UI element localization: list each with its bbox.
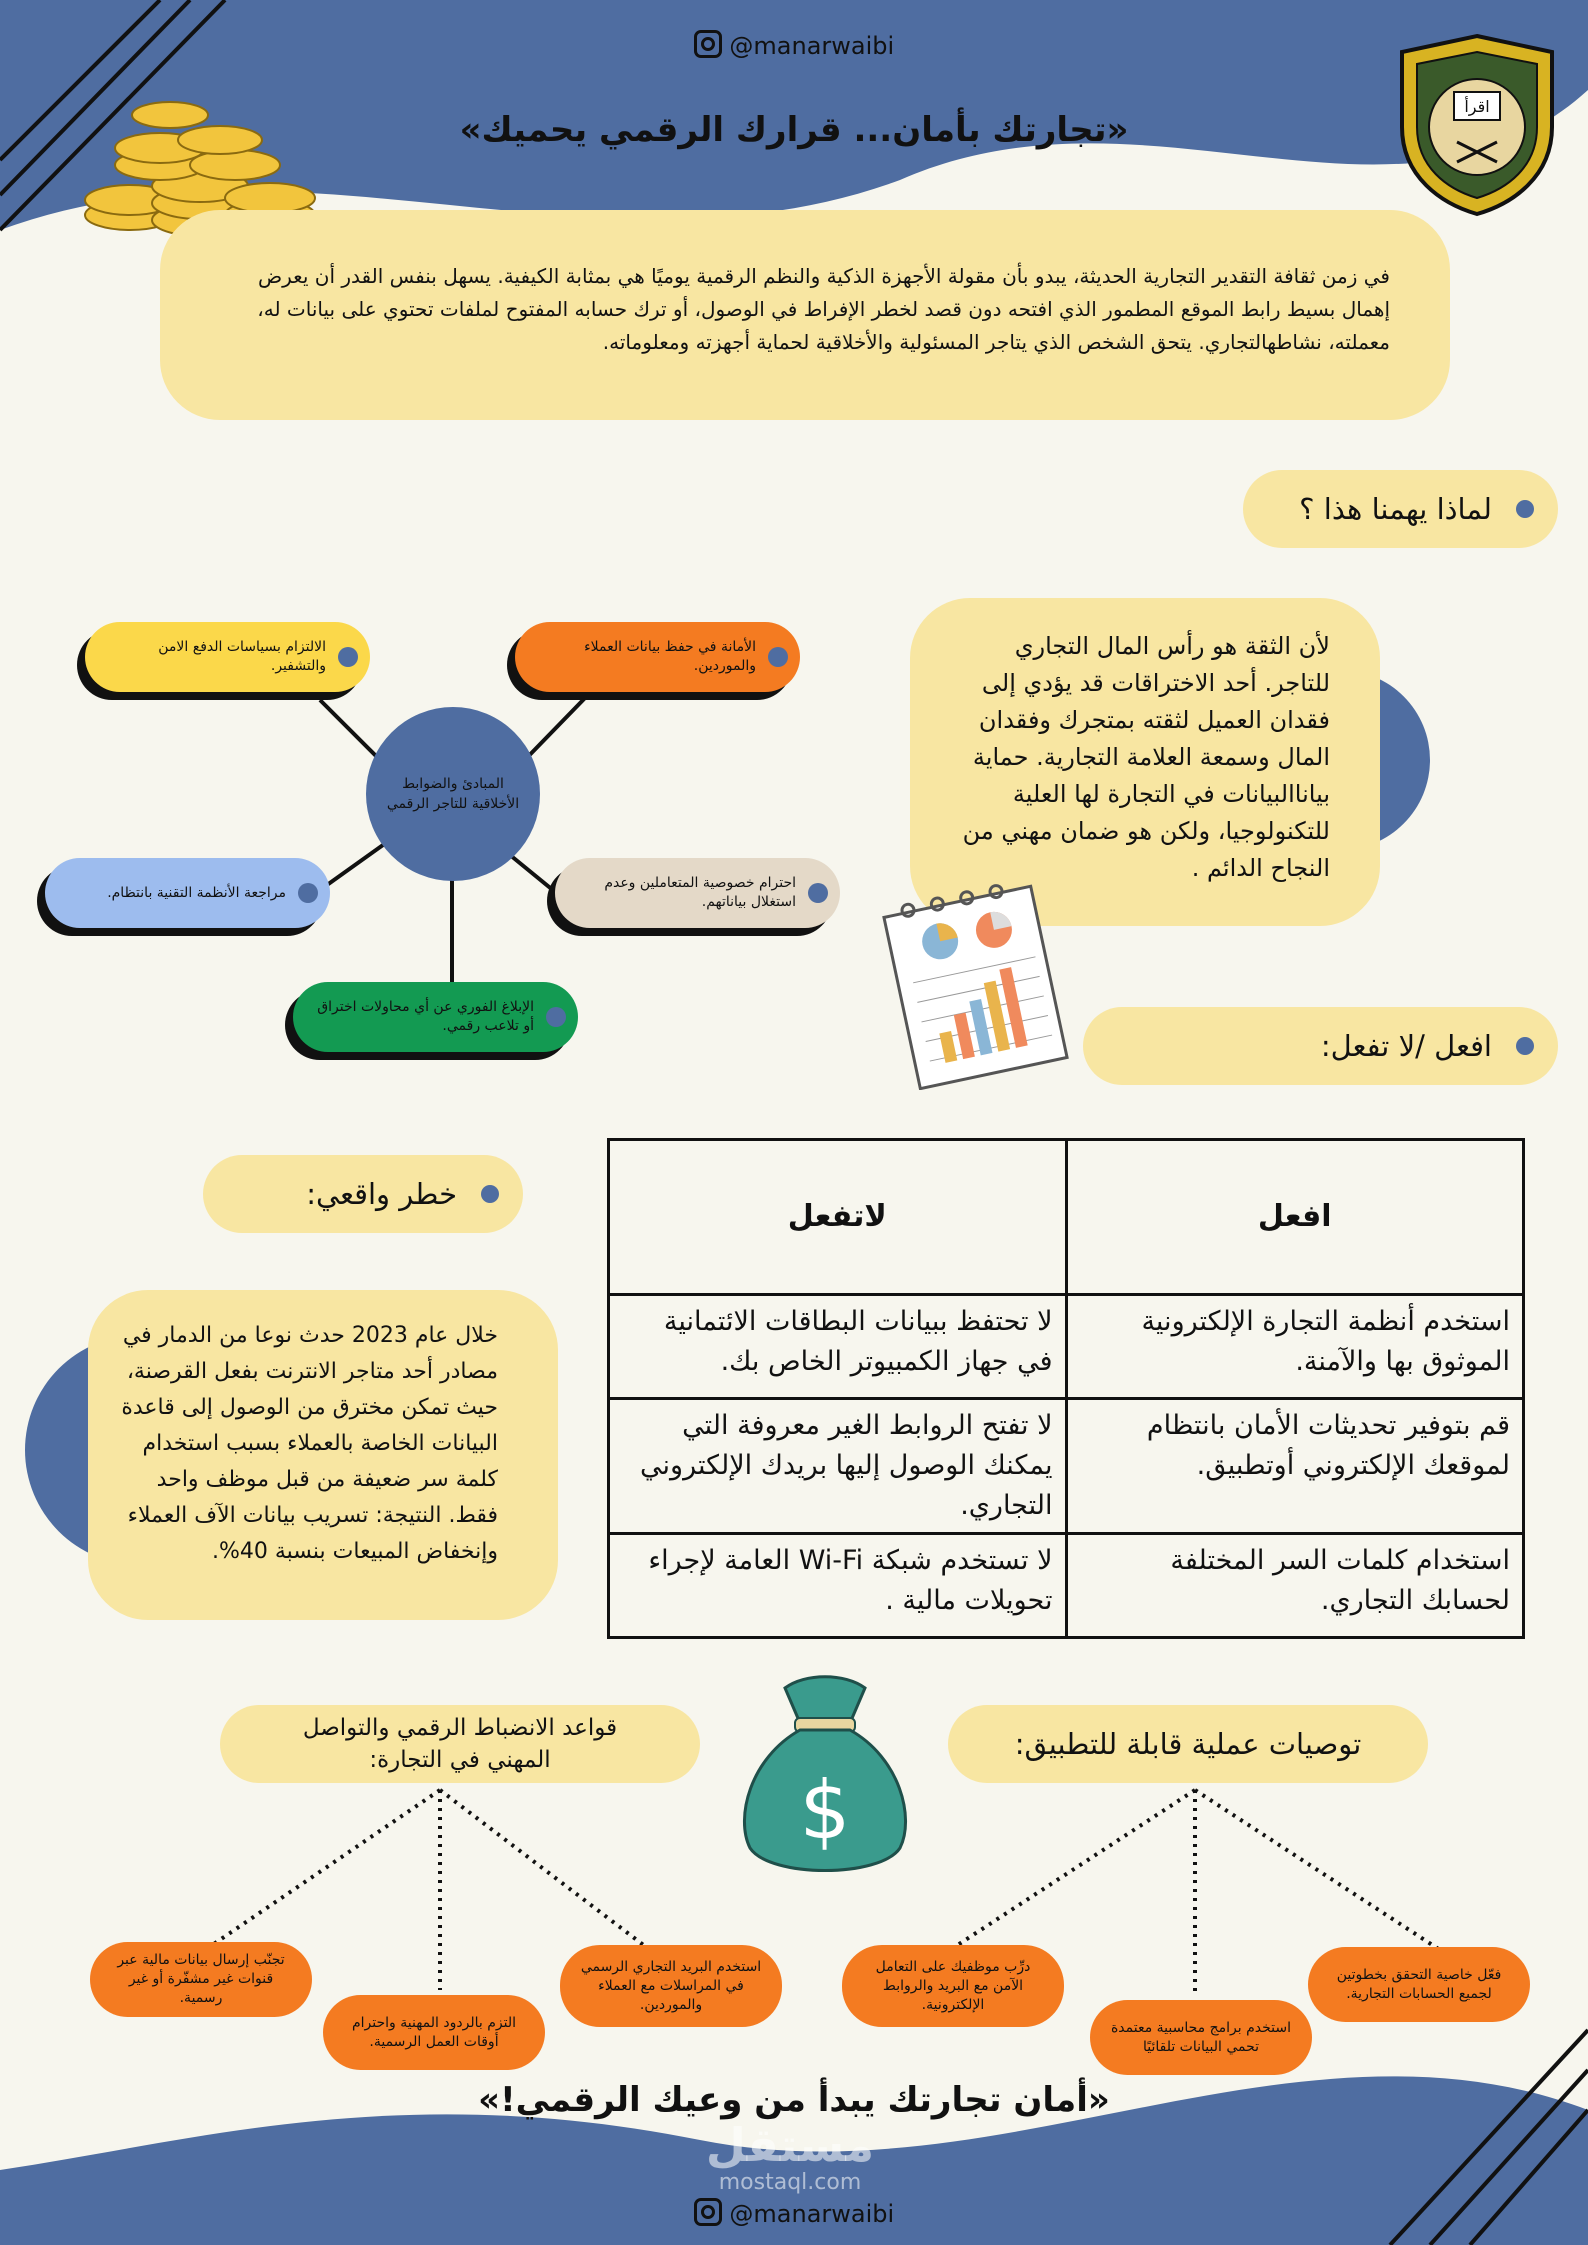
table-row: قم بتوفير تحديثات الأمان بانتظام لموقعك الإلكتروني أوتطبيق. لا تفتح الروابط الغير معروفة التي يمكنك الوصول إليها بريدك الإلكتروني التجاري.: [609, 1399, 1524, 1534]
mindmap-node-honesty: الأمانة في حفظ بيانات العملاء والموردين.: [515, 622, 800, 692]
closing-line: «أمان تجارتك يبدأ من وعيك الرقمي!»: [478, 2080, 1110, 2120]
col-do-header: افعل: [1066, 1140, 1524, 1295]
risk-text-box: [88, 1290, 558, 1620]
bullet-icon: [546, 1007, 566, 1027]
bullet-icon: [1516, 500, 1534, 518]
do-dont-heading: افعل /لا تفعل:: [1320, 1029, 1492, 1063]
why-text: لأن الثقة هو رأس المال التجاري للتاجر. أحد الاختراقات قد يؤدي إلى فقدان العميل لثقته بمتجرك وفقدان المال وسمعة العلامة التجارية. حماية بياناالبيانات في التجارة لها العلية للتكنولوجيا، ولكن هو ضمان مهني من النجاح الدائم .: [962, 632, 1330, 882]
recommendations-heading-pill: [948, 1705, 1428, 1783]
intro-text: في زمن ثقافة التقدير التجارية الحديثة، يبدو بأن مقولة الأجهزة الذكية والنظم الرقمية يوميًا هي بمثابة الكيفية. يسهل بنفس القدر أن يعرض إهمال بسيط رابط الموقع المطمور الذي افتحه دون قصد لخطر الإفراط في الوصول، أو ترك حسابه المفتوح لملفات تحتوي على بيانات له، معملته، نشاطهالتجاري. يتحق الشخص الذي يتاجر المسئولية والأخلاقية لحماية أجهزته ومعلوماته.: [257, 264, 1390, 354]
why-heading: لماذا يهمنا هذا ؟: [1299, 492, 1492, 526]
table-row: استخدام كلمات السر المختلفة لحسابك التجاري. لا تستخدم شبكة Wi-Fi العامة لإجراء تحويلات مالية .: [609, 1534, 1524, 1638]
university-logo: [1392, 32, 1562, 217]
bullet-icon: [768, 647, 788, 667]
bullet-icon: [481, 1185, 499, 1203]
risk-heading: خطر واقعي:: [306, 1177, 457, 1211]
recommendation-item: فعّل خاصية التحقق بخطوتين لجميع الحسابات التجارية.: [1308, 1947, 1530, 2022]
intro-box: [160, 210, 1450, 420]
mindmap-node-privacy: احترام خصوصية المتعاملين وعدم استغلال بياناتهم.: [555, 858, 840, 928]
mindmap-node-payment: الالتزام بسياسات الدفع الامن والتشفير.: [85, 622, 370, 692]
why-heading-pill: [1243, 470, 1558, 548]
svg-text:$: $: [799, 1764, 851, 1857]
rule-item: التزم بالردود المهنية واحترام أوقات العمل الرسمية.: [323, 1995, 545, 2070]
handle-bottom: @manarwaibi: [0, 2198, 1588, 2228]
do-dont-table: [607, 1138, 1525, 1639]
rule-item: تجنّب إرسال بيانات مالية عبر قنوات غير مشفّرة أو غير رسمية.: [90, 1942, 312, 2017]
recommendation-item: درِّب موظفيك على التعامل الآمن مع البريد والروابط الإلكترونية.: [842, 1945, 1064, 2027]
risk-heading-pill: [203, 1155, 523, 1233]
bullet-icon: [808, 883, 828, 903]
instagram-icon: [694, 30, 722, 58]
handle-top: @manarwaibi: [0, 30, 1588, 60]
table-row: استخدم أنظمة التجارة الإلكترونية الموثوق بها والآمنة. لا تحتفظ ببيانات البطاقات الائتمانية في جهاز الكمبيوتر الخاص بك.: [609, 1295, 1524, 1399]
risk-text: خلال عام 2023 حدث نوعا من الدمار في مصادر أحد متاجر الانترنت بفعل القرصنة، حيث تمكن مخترق من الوصول إلى قاعدة البيانات الخاصة بالعملاء بسبب استخدام كلمة سر ضعيفة من قبل موظف واحد فقط. النتيجة: تسريب بيانات الآف العملاء وإنخفاض المبيعات بنسبة 40%.: [121, 1323, 498, 1564]
bullet-icon: [338, 647, 358, 667]
instagram-icon: [694, 2198, 722, 2226]
bullet-icon: [1516, 1037, 1534, 1055]
recommendations-heading: توصيات عملية قابلة للتطبيق:: [1014, 1727, 1362, 1761]
watermark: مستقل mostaql.com: [705, 2118, 875, 2195]
why-text-box: [910, 598, 1380, 926]
main-title: «تجارتك بأمان... قرارك الرقمي يحميك»: [459, 110, 1129, 150]
bullet-icon: [298, 883, 318, 903]
chart-notebook-icon: [880, 880, 1070, 1090]
recommendation-item: استخدم برامج محاسبية معتمدة تحمي البيانات تلقائيًا: [1090, 2000, 1312, 2075]
svg-text:اقرأ: اقرأ: [1464, 97, 1490, 116]
mindmap-node-review: مراجعة الأنظمة التقنية بانتظام.: [45, 858, 330, 928]
col-dont-header: لاتفعل: [609, 1140, 1067, 1295]
rules-heading-pill: [220, 1705, 700, 1783]
rule-item: استخدم البريد التجاري الرسمي في المراسلات مع العملاء والموردين.: [560, 1945, 782, 2027]
mindmap-node-report: الإبلاغ الفوري عن أي محاولات اختراق أو تلاعب رقمي.: [293, 982, 578, 1052]
mindmap-center-label: المبادئ والضوابط الأخلاقية للتاجر الرقمي: [386, 776, 520, 812]
do-dont-heading-pill: [1083, 1007, 1558, 1085]
rules-heading: قواعد الانضباط الرقمي والتواصل المهني في التجارة:: [302, 1715, 618, 1773]
mindmap-center: [366, 707, 540, 881]
